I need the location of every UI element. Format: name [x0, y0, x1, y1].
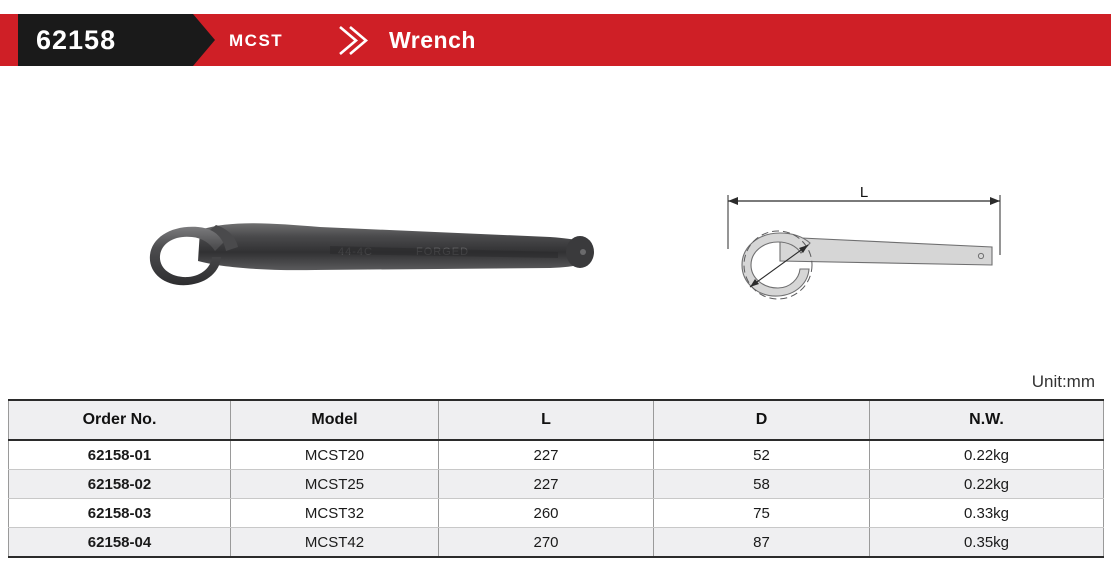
chevron-right-icon [336, 25, 368, 56]
cell-order-no: 62158-04 [9, 528, 231, 558]
dimension-diagram [700, 175, 1040, 345]
column-header-model: Model [231, 400, 439, 440]
table-row [9, 440, 1104, 470]
column-header-d: D [654, 400, 870, 440]
cell-nw: 0.35kg [870, 528, 1104, 558]
spec-table-wrapper [8, 399, 1103, 558]
spec-table [8, 399, 1104, 558]
cell-l: 260 [439, 499, 654, 528]
cell-d: 52 [654, 440, 870, 470]
cell-order-no: 62158-03 [9, 499, 231, 528]
cell-nw: 0.33kg [870, 499, 1104, 528]
cell-d: 75 [654, 499, 870, 528]
page-title: Wrench [389, 27, 476, 53]
cell-l: 227 [439, 440, 654, 470]
page-header [0, 14, 1111, 66]
table-row [9, 528, 1104, 558]
table-row [9, 470, 1104, 499]
cell-model: MCST20 [231, 440, 439, 470]
cell-nw: 0.22kg [870, 440, 1104, 470]
cell-order-no: 62158-02 [9, 470, 231, 499]
cell-model: MCST25 [231, 470, 439, 499]
product-photo [80, 175, 620, 335]
unit-note: Unit:mm [1031, 372, 1095, 391]
column-header-order-no: Order No. [9, 400, 231, 440]
cell-model: MCST32 [231, 499, 439, 528]
dim-label-l: L [859, 184, 869, 201]
column-header-nw: N.W. [870, 400, 1104, 440]
cell-d: 87 [654, 528, 870, 558]
cell-model: MCST42 [231, 528, 439, 558]
cell-l: 227 [439, 470, 654, 499]
cell-l: 270 [439, 528, 654, 558]
product-code: 62158 [36, 25, 117, 55]
column-header-l: L [439, 400, 654, 440]
cell-d: 58 [654, 470, 870, 499]
cell-order-no: 62158-01 [9, 440, 231, 470]
table-row [9, 499, 1104, 528]
cell-nw: 0.22kg [870, 470, 1104, 499]
header-code-arrow [193, 14, 215, 66]
product-series: MCST [229, 31, 284, 50]
table-header-row [9, 400, 1104, 440]
